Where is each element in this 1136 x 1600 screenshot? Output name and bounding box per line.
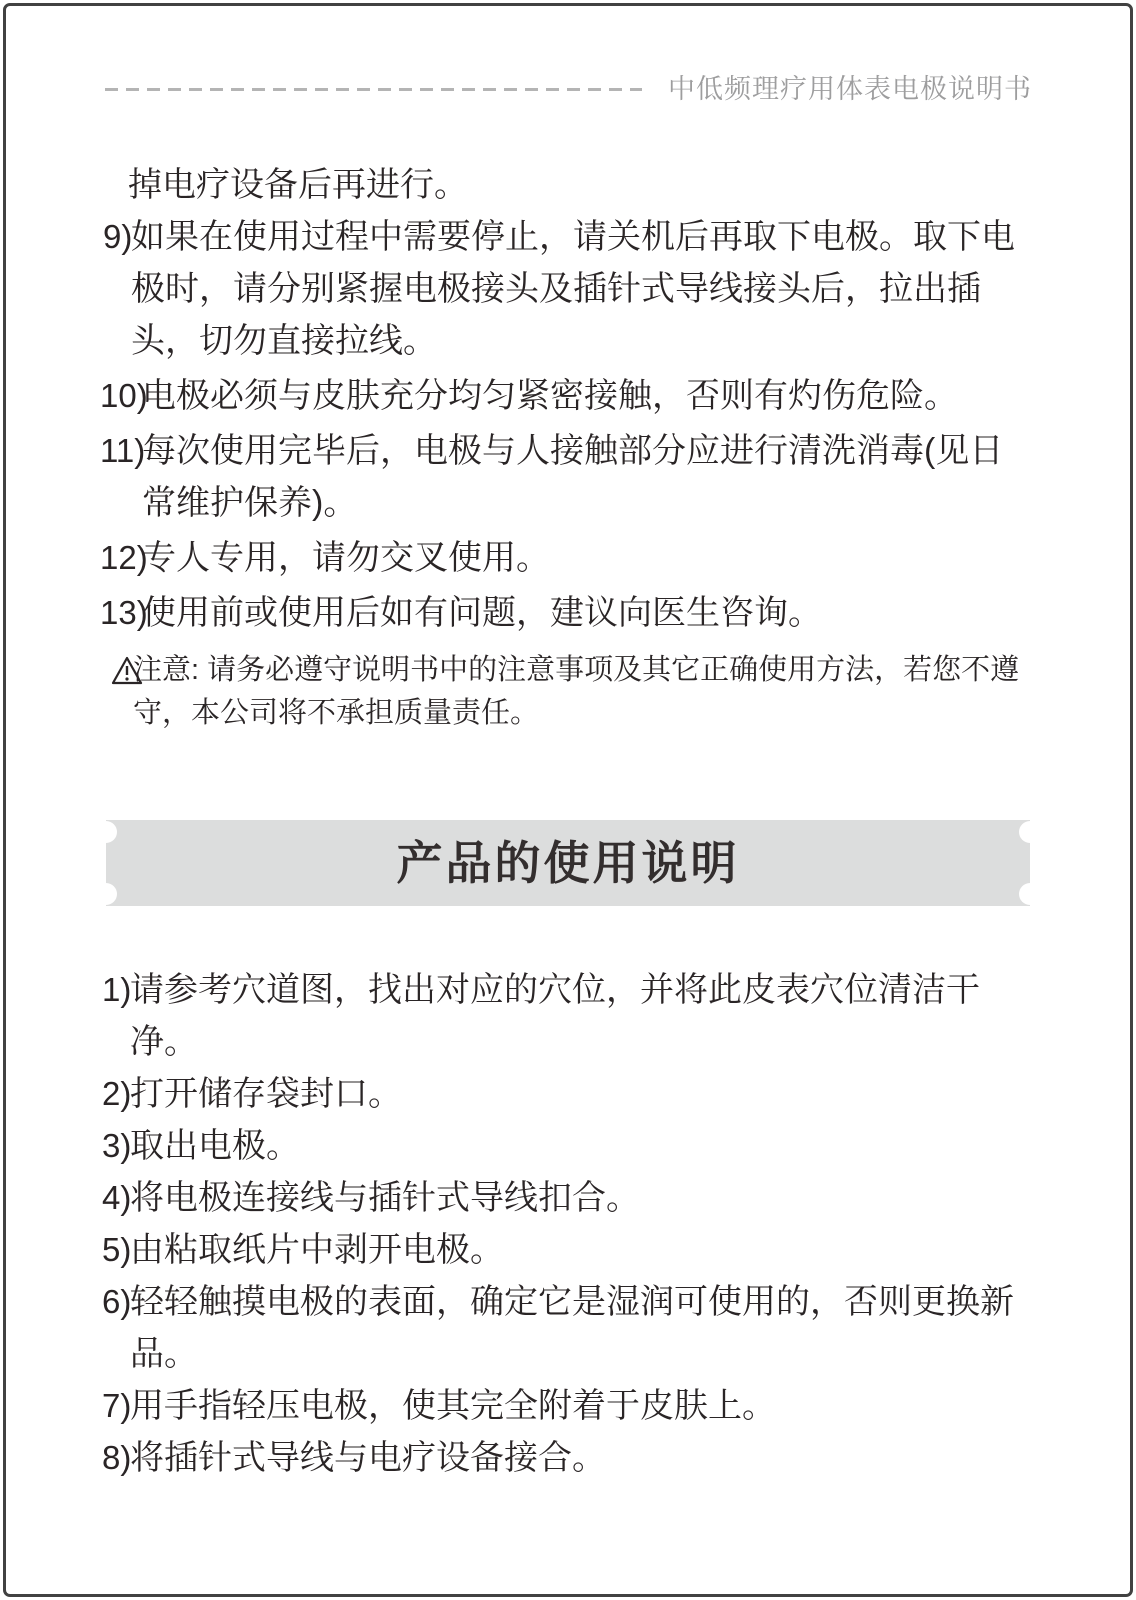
banner-notch	[95, 821, 117, 843]
list-item-text: 打开储存袋封口。	[130, 1075, 402, 1113]
list-item	[100, 1432, 1032, 1484]
warning-triangle-icon	[111, 656, 143, 685]
list-item-number: 13)	[100, 594, 148, 631]
list-item-number: 7)	[102, 1387, 132, 1424]
list-item-number: 4)	[102, 1179, 132, 1216]
list-item	[100, 425, 1032, 529]
list-item	[100, 532, 1032, 584]
running-header	[105, 74, 1032, 104]
caution-note-text: 注意: 请务必遵守说明书中的注意事项及其它正确使用方法，若您不遵守，本公司将不承担质量责任。	[133, 654, 1020, 729]
list-item-text: 使用前或使用后如有问题，建议向医生咨询。	[142, 594, 822, 632]
list-item-text: 由粘取纸片中剥开电极。	[130, 1231, 504, 1269]
list-item	[100, 1120, 1032, 1172]
precautions-list	[100, 211, 1032, 639]
dashed-rule	[105, 88, 642, 91]
list-item-text: 如果在使用过程中需要停止，请关机后再取下电极。取下电极时，请分别紧握电极接头及插针式导线接头后，拉出插头，切勿直接拉线。	[131, 218, 1015, 360]
document-title: 中低频理疗用体表电极说明书	[668, 74, 1032, 104]
section-banner	[106, 820, 1030, 906]
banner-notch	[1019, 883, 1041, 905]
list-item-text: 将电极连接线与插针式导线扣合。	[130, 1179, 640, 1217]
list-item	[100, 1380, 1032, 1432]
list-item-number: 1)	[102, 971, 132, 1008]
list-item-number: 11)	[100, 432, 146, 469]
section-title: 产品的使用说明	[396, 837, 740, 889]
list-item-number: 3)	[102, 1127, 132, 1164]
list-item-number: 8)	[102, 1439, 132, 1476]
list-item	[100, 370, 1032, 422]
list-item	[100, 587, 1032, 639]
list-item-text: 专人专用，请勿交叉使用。	[142, 539, 550, 577]
list-item	[100, 964, 1032, 1068]
list-item	[100, 211, 1032, 367]
list-item-text: 将插针式导线与电疗设备接合。	[130, 1439, 606, 1477]
list-item-number: 5)	[102, 1231, 132, 1268]
list-item-number: 12)	[100, 539, 148, 576]
list-item-text: 电极必须与皮肤充分均匀紧密接触，否则有灼伤危险。	[142, 377, 958, 415]
usage-list	[100, 964, 1032, 1484]
list-item	[100, 1276, 1032, 1380]
list-item-text: 每次使用完毕后，电极与人接触部分应进行清洗消毒(见日常维护保养)。	[142, 432, 1004, 522]
list-item-number: 6)	[102, 1283, 132, 1320]
list-item	[100, 1224, 1032, 1276]
list-item	[100, 1172, 1032, 1224]
list-item-text: 轻轻触摸电极的表面，确定它是湿润可使用的，否则更换新品。	[130, 1283, 1014, 1373]
caution-note	[100, 649, 1032, 735]
list-item-number: 9)	[103, 218, 133, 255]
banner-notch	[95, 883, 117, 905]
banner-notch	[1019, 821, 1041, 843]
list-item-number: 2)	[102, 1075, 132, 1112]
precaution-continuation-line: 掉电疗设备后再进行。	[128, 166, 468, 204]
list-item-text: 取出电极。	[130, 1127, 300, 1165]
list-item	[100, 1068, 1032, 1120]
list-item-number: 10)	[100, 377, 148, 414]
page-content	[100, 159, 1032, 1484]
list-item-text: 用手指轻压电极，使其完全附着于皮肤上。	[130, 1387, 776, 1425]
list-item-text: 请参考穴道图，找出对应的穴位，并将此皮表穴位清洁干净。	[130, 971, 980, 1061]
